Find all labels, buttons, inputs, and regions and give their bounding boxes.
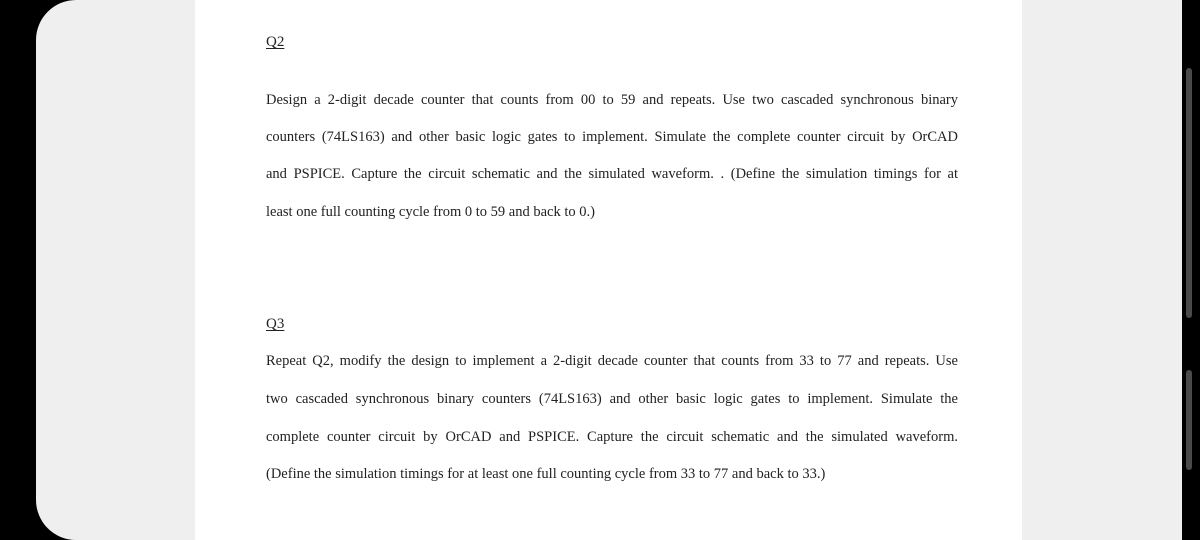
q3-paragraph-line: two cascaded synchronous binary counters (74LS163) and other basic logic gates to implement. Simulate the xyxy=(266,391,958,407)
scrollbar-thumb[interactable] xyxy=(1186,68,1192,318)
q3-paragraph-line: (Define the simulation timings for at least one full counting cycle from 33 to 77 and back to 33.) xyxy=(266,466,826,482)
question-heading-q3: Q3 xyxy=(266,316,285,332)
question-heading-q2: Q2 xyxy=(266,34,285,50)
q3-paragraph-line: Repeat Q2, modify the design to implement a 2-digit decade counter that counts from 33 to 77 and repeats. Use xyxy=(266,353,958,369)
q2-paragraph-line: Design a 2-digit decade counter that counts from 00 to 59 and repeats. Use two cascaded synchronous binary xyxy=(266,92,958,108)
device-screen xyxy=(36,0,1182,540)
document-page xyxy=(195,0,1022,540)
q2-paragraph-line: least one full counting cycle from 0 to 59 and back to 0.) xyxy=(266,204,595,220)
q2-paragraph-line: counters (74LS163) and other basic logic gates to implement. Simulate the complete counter circuit by OrCAD xyxy=(266,129,958,145)
q2-paragraph-line: and PSPICE. Capture the circuit schematic and the simulated waveform. . (Define the simulation timings for at xyxy=(266,166,958,182)
scrollbar-track-segment[interactable] xyxy=(1186,370,1192,470)
q3-paragraph-line: complete counter circuit by OrCAD and PSPICE. Capture the circuit schematic and the simulated waveform. xyxy=(266,429,958,445)
